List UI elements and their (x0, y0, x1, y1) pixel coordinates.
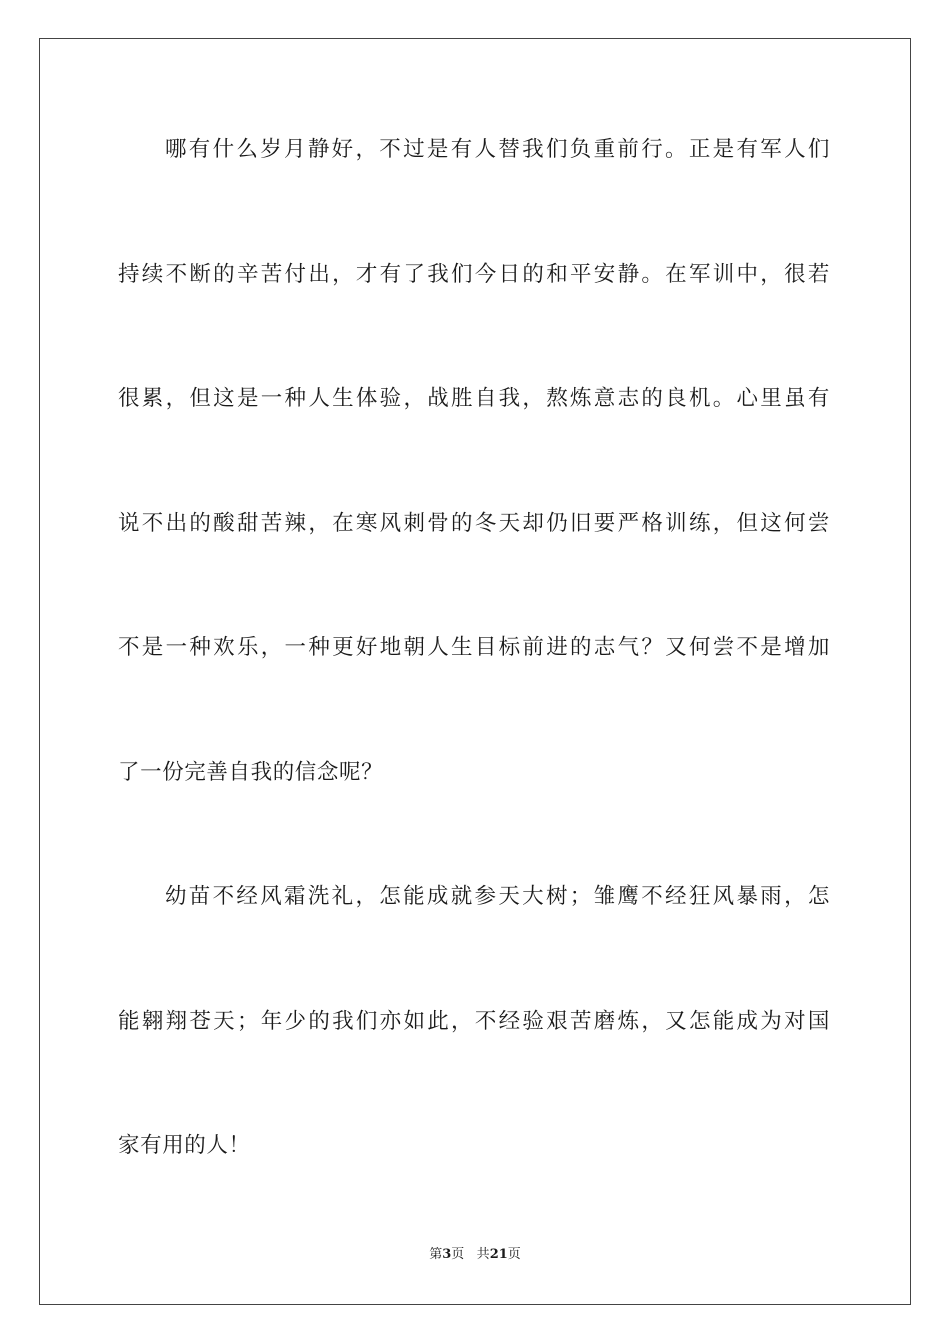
paragraph-2-line-2: 能翱翔苍天；年少的我们亦如此，不经验艰苦磨炼，又怎能成为对国 (118, 1009, 830, 1034)
total-suffix: 页 (507, 1247, 521, 1262)
page-border (39, 38, 911, 1305)
paragraph-1-line-3: 很累，但这是一种人生体验，战胜自我，熬炼意志的良机。心里虽有 (118, 386, 830, 411)
page-suffix: 页 (451, 1247, 465, 1262)
paragraph-1-line-2: 持续不断的辛苦付出，才有了我们今日的和平安静。在军训中，很若 (118, 262, 830, 287)
paragraph-1-line-5: 不是一种欢乐，一种更好地朝人生目标前进的志气？又何尝不是增加 (118, 635, 830, 660)
paragraph-1-line-6: 了一份完善自我的信念呢？ (118, 760, 384, 785)
total-prefix: 共 (476, 1247, 490, 1262)
paragraph-2-line-1: 幼苗不经风霜洗礼，怎能成就参天大树；雏鹰不经狂风暴雨，怎 (165, 884, 830, 909)
page-number: 3 (442, 1247, 452, 1262)
total-pages: 21 (489, 1247, 508, 1262)
paragraph-1-line-4: 说不出的酸甜苦辣，在寒风刺骨的冬天却仍旧要严格训练，但这何尝 (118, 511, 830, 536)
page-prefix: 第 (429, 1247, 443, 1262)
page-footer (0, 1246, 950, 1264)
paragraph-1-line-1: 哪有什么岁月静好，不过是有人替我们负重前行。正是有军人们 (165, 137, 830, 162)
paragraph-2-line-3: 家有用的人！ (118, 1133, 251, 1158)
